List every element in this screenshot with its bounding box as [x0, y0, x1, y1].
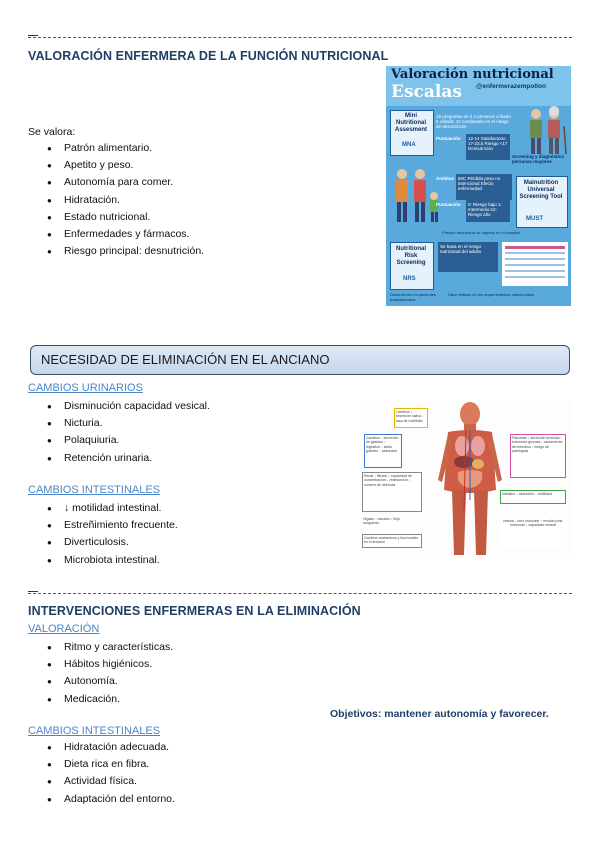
- urinary-title: CAMBIOS URINARIOS: [28, 382, 143, 394]
- list-item: ● Hábitos higiénicos.: [28, 656, 173, 673]
- urinary-list: [28, 398, 210, 467]
- list-item: ● ↓ motilidad intestinal.: [28, 500, 178, 517]
- anatomy-caption: Cambios anatómicos y funcionales en el anciano: [362, 534, 422, 548]
- must-ambitos-text: IMC Pérdida peso no intencional Efecto enfermedad: [458, 176, 501, 191]
- list-item: ● Apetito y peso.: [28, 157, 204, 174]
- list-item: ● Hidratación adecuada.: [28, 739, 175, 756]
- poster-handle: @enfermerazempollon: [476, 83, 546, 90]
- nutrition-scales-poster: [386, 66, 571, 306]
- list-item: ● Disminución capacidad vesical.: [28, 398, 210, 415]
- list-item: ● Retención urinaria.: [28, 450, 210, 467]
- list-item: ● Polaquiuria.: [28, 432, 210, 449]
- nrs-text: Se basa en el riesgo nutricional del adulto: [440, 244, 482, 254]
- must-label: Malnutrition Universal Screening Tool: [519, 180, 563, 200]
- list-item: ● Adaptación del entorno.: [28, 791, 175, 808]
- must-acronym: MUST: [526, 216, 543, 222]
- divider-lead: [28, 591, 38, 592]
- mna-label: Mini Nutritional Assesment: [394, 113, 427, 133]
- family-icon: [390, 166, 442, 230]
- anatomy-box-right2: Intestino ↓ absorción ↓ motilidad: [500, 490, 566, 504]
- mna-acronym: MNA: [402, 142, 416, 148]
- elimination-banner: [30, 345, 570, 375]
- nrs-acronym: NRS: [403, 276, 416, 282]
- mna-scores: 12-14 Satisfactorio 17-23,5 Riesgo <17 Desnutrición: [468, 136, 508, 151]
- must-puntuacion: Puntuación: [436, 202, 461, 207]
- list-item: ● Microbiota intestinal.: [28, 552, 178, 569]
- list-item: ● Dieta rica en fibra.: [28, 756, 175, 773]
- list-item: ● Diverticulosis.: [28, 534, 178, 551]
- anatomy-box-mid: Hígado ↓ tamaño ↓ flujo sanguíneo: [362, 516, 402, 530]
- nrs-footer: Hace énfasis en los requerimientos nutricionales: [448, 292, 535, 297]
- intestinal-list: [28, 500, 178, 569]
- nrs-note: Desnutrición en pacientes hospitalizados: [390, 292, 437, 302]
- must-note: Predice frecuencia de ingreso en el hospital: [442, 230, 520, 235]
- objective-text: Objetivos: mantener autonomía y favorecer.: [330, 708, 549, 720]
- valoracion-list: [28, 639, 173, 708]
- elderly-couple-icon: [524, 106, 568, 156]
- interventions-intestinal-list: [28, 739, 175, 808]
- poster-subtitle: Escalas: [391, 82, 462, 102]
- anatomy-box-lower-right: Vesical ↓ tono muscular ↑ residuo post-miccional ↓ capacidad vesical: [500, 518, 566, 548]
- list-item: ● Ritmo y características.: [28, 639, 173, 656]
- interventions-title: INTERVENCIONES ENFERMERAS EN LA ELIMINACIÓN: [28, 604, 361, 618]
- list-item: ● Nicturia.: [28, 415, 210, 432]
- list-item: ● Autonomía para comer.: [28, 174, 204, 191]
- list-item: ● Actividad física.: [28, 773, 175, 790]
- anatomy-figure: [360, 400, 572, 555]
- must-ambitos: Ámbitos: [436, 176, 454, 181]
- nrs-table-image: [502, 242, 568, 286]
- anatomy-box-lower-left: Renal ↓ filtrado ↓ capacidad de concentración ↓ reabsorción ↓ número de nefronas: [362, 472, 422, 512]
- list-item: ● Patrón alimentario.: [28, 140, 204, 157]
- list-item: ● Riesgo principal: desnutrición.: [28, 243, 204, 260]
- elimination-banner-title: NECESIDAD DE ELIMINACIÓN EN EL ANCIANO: [41, 352, 330, 367]
- poster-title: Valoración nutricional: [391, 67, 554, 82]
- list-item: ● Estado nutricional.: [28, 209, 204, 226]
- valoracion-title: VALORACIÓN: [28, 623, 100, 635]
- list-item: ● Medicación.: [28, 691, 173, 708]
- mna-text: 18 preguntas en 2 o primeros cribado 6 cribado 12 combinado en el riesgo de desnutrición: [436, 114, 511, 129]
- nutrition-title: VALORACIÓN ENFERMERA DE LA FUNCIÓN NUTRICIONAL: [28, 49, 389, 63]
- anatomy-box-right: Páncreas ↓ secreción enzimas ↓ tolerancia glucosa ↓ vaciamiento del intestino ↑ riesgo de patologías: [510, 434, 566, 478]
- list-item: ● Autonomía.: [28, 673, 173, 690]
- anatomy-box-top: Cambios ↓ secreción saliva ↓ tasa de motilidad: [394, 408, 428, 428]
- nutrition-intro: Se valora:: [28, 126, 76, 138]
- divider-lead: [28, 35, 38, 36]
- section-divider: [28, 593, 572, 594]
- list-item: ● Hidratación.: [28, 192, 204, 209]
- interventions-intestinal-title: CAMBIOS INTESTINALES: [28, 725, 161, 737]
- human-body-icon: [430, 400, 510, 555]
- mna-puntuacion: Puntuación: [436, 136, 461, 141]
- must-scores: 0: Riesgo bajo 1: Intermedio ≥2: Riesgo alto: [468, 202, 502, 217]
- nrs-label: Nutritional Risk Screening: [396, 246, 426, 266]
- intestinal-title: CAMBIOS INTESTINALES: [28, 484, 161, 496]
- nutrition-list: [28, 140, 204, 260]
- list-item: ● Estreñimiento frecuente.: [28, 517, 178, 534]
- list-item: ● Enfermedades y fármacos.: [28, 226, 204, 243]
- section-divider: [28, 37, 572, 38]
- mna-note: Screening y diagnóstico personas mayores: [512, 154, 565, 164]
- anatomy-box-left: Cambios ↓ secreción de gástrico ↓ digestión ↓ ácido gástrico ↓ absorción: [364, 434, 402, 468]
